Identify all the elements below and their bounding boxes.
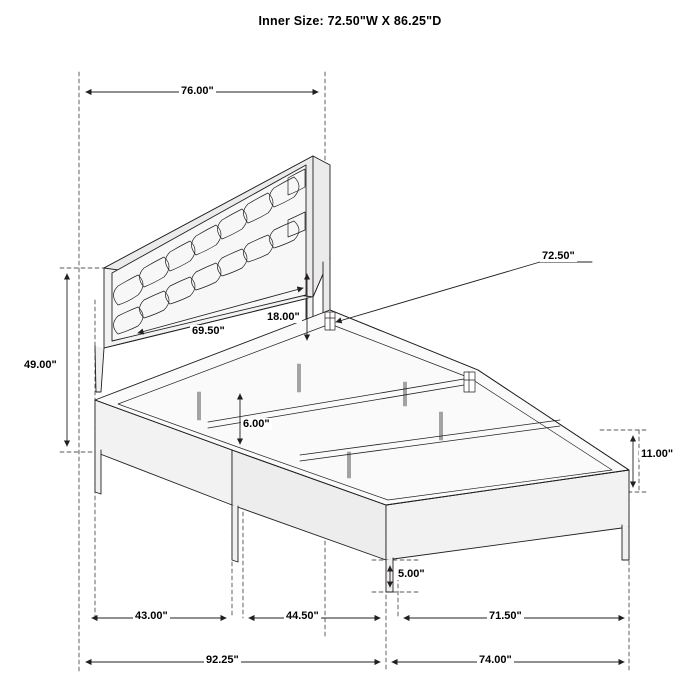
dim-label-segment-left: 43.00": [135, 610, 168, 622]
dim-label-slat-clearance: 6.00": [243, 418, 270, 430]
bed-frame: [95, 310, 629, 592]
leader-line-inner-width: [336, 262, 592, 322]
dim-label-overall-depth-right: 74.00": [479, 654, 512, 666]
page-title: Inner Size: 72.50"W X 86.25"D: [258, 14, 442, 28]
dim-label-overall-width-top: 76.00": [181, 85, 214, 97]
dim-label-leg-height: 5.00": [398, 568, 425, 580]
dim-label-headboard-inner-width: 69.50": [192, 325, 225, 337]
dim-label-rail-height: 11.00": [641, 448, 674, 460]
dim-label-overall-height: 49.00": [24, 359, 57, 371]
dim-label-segment-right: 71.50": [489, 610, 522, 622]
dim-label-overall-depth-left: 92.25": [206, 654, 239, 666]
dim-label-inner-width-leader: 72.50": [542, 250, 575, 262]
dim-label-headboard-panel-height: 18.00": [267, 311, 300, 323]
dim-label-segment-mid: 44.50": [286, 610, 319, 622]
